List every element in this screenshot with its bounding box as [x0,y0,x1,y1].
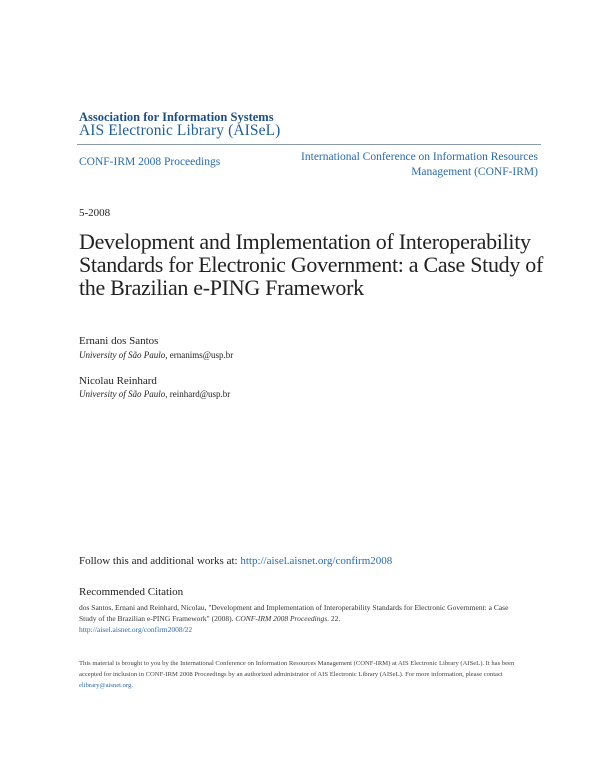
citation-number: . 22. [327,614,341,623]
citation-heading: Recommended Citation [79,586,184,598]
author-name: Ernani dos Santos [79,335,159,347]
footer-note [79,658,529,691]
publication-date: 5-2008 [79,207,111,219]
follow-label: Follow this and additional works at: [79,555,241,567]
footer-note-text: This material is brought to you by the International Conference on Information Resources Management (CONF-IRM) at AIS Electronic Library (AISeL). It has been accepted for inclusion in CONF-IRM 2008 Proceedings by an authorized administrator of AIS Electronic Library (AISeL). For more information, please contact [79,660,515,678]
author-email[interactable]: reinhard@usp.br [169,389,231,399]
citation-url-link[interactable]: http://aisel.aisnet.org/confirm2008/22 [79,625,193,634]
author-name: Nicolau Reinhard [79,375,157,387]
affiliation-text: University of São Paulo [79,350,166,360]
citation-block [79,602,519,635]
header-divider [77,144,541,145]
footer-note-end: . [131,682,133,689]
follow-line [79,555,392,567]
paper-title: Development and Implementation of Interoperability Standards for Electronic Government: a Case Study of the Brazilian e-PING Framework [79,229,543,300]
conference-link[interactable]: International Conference on Information Resources Management (CONF-IRM) [301,151,538,178]
author-email[interactable]: ernanims@usp.br [169,350,234,360]
library-link[interactable]: AIS Electronic Library (AISeL) [79,122,281,139]
citation-venue: CONF-IRM 2008 Proceedings [235,614,328,623]
citation-text: dos Santos, Ernani and Reinhard, Nicolau, "Development and Implementation of Interoperability Standards for Electronic Government: a Case Study of the Brazilian e-PING Framework" (2008). [79,603,509,623]
follow-url-link[interactable]: http://aisel.aisnet.org/confirm2008 [240,555,393,567]
author-affiliation: University of São Paulo, ernanims@usp.br [79,350,234,360]
series-link[interactable]: CONF-IRM 2008 Proceedings [79,156,221,168]
contact-email-link[interactable]: elibrary@aisnet.org [79,682,132,689]
author-affiliation: University of São Paulo, reinhard@usp.br [79,389,231,399]
affiliation-text: University of São Paulo [79,389,166,399]
organization-name: Association for Information Systems [79,110,274,124]
